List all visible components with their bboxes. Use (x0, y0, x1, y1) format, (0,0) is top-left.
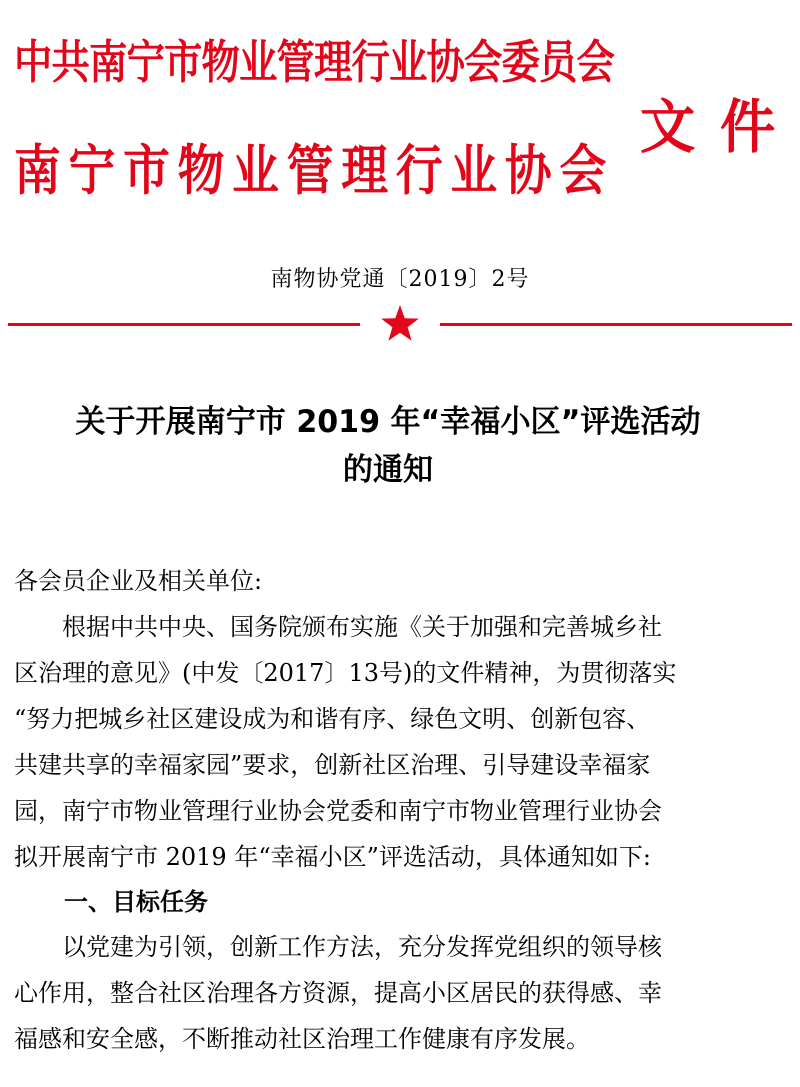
goals-line: 福感和安全感，不断推动社区治理工作健康有序发展。 (14, 1025, 590, 1053)
intro-line: 拟开展南宁市 2019 年“幸福小区”评选活动，具体通知如下: (14, 843, 651, 871)
intro-line: 共建共享的幸福家园”要求，创新社区治理、引导建设幸福家 (14, 751, 651, 779)
salutation: 各会员企业及相关单位: (14, 567, 263, 595)
star-icon (380, 304, 420, 344)
divider-line-right (440, 323, 792, 326)
document-number: 南物协党通〔2019〕2号 (270, 267, 530, 292)
section-heading-goals: 一、目标任务 (64, 888, 208, 916)
intro-line: “努力把城乡社区建设成为和谐有序、绿色文明、创新包容、 (14, 705, 651, 733)
document-header (0, 0, 800, 240)
issuer-association: 南宁市物业管理行业协会 (14, 139, 614, 202)
notice-title-line-1: 关于开展南宁市 2019 年“幸福小区”评选活动 (75, 404, 701, 440)
intro-line: 区治理的意见》(中发〔2017〕13号)的文件精神，为贯彻落实 (14, 659, 677, 687)
issuer-party-committee: 中共南宁市物业管理行业协会委员会 (14, 35, 614, 89)
divider-line-left (8, 323, 360, 326)
notice-title-line-2: 的通知 (342, 452, 434, 488)
notice-title (0, 398, 800, 494)
notice-body (14, 560, 790, 1062)
goals-line: 心作用，整合社区治理各方资源，提高小区居民的获得感、幸 (14, 979, 662, 1007)
document-label: 文件 (640, 93, 800, 161)
goals-line: 以党建为引领，创新工作方法，充分发挥党组织的领导核 (14, 933, 662, 961)
intro-line: 园，南宁市物业管理行业协会党委和南宁市物业管理行业协会 (14, 797, 662, 825)
red-divider (0, 300, 800, 350)
intro-line: 根据中共中央、国务院颁布实施《关于加强和完善城乡社 (14, 613, 662, 641)
